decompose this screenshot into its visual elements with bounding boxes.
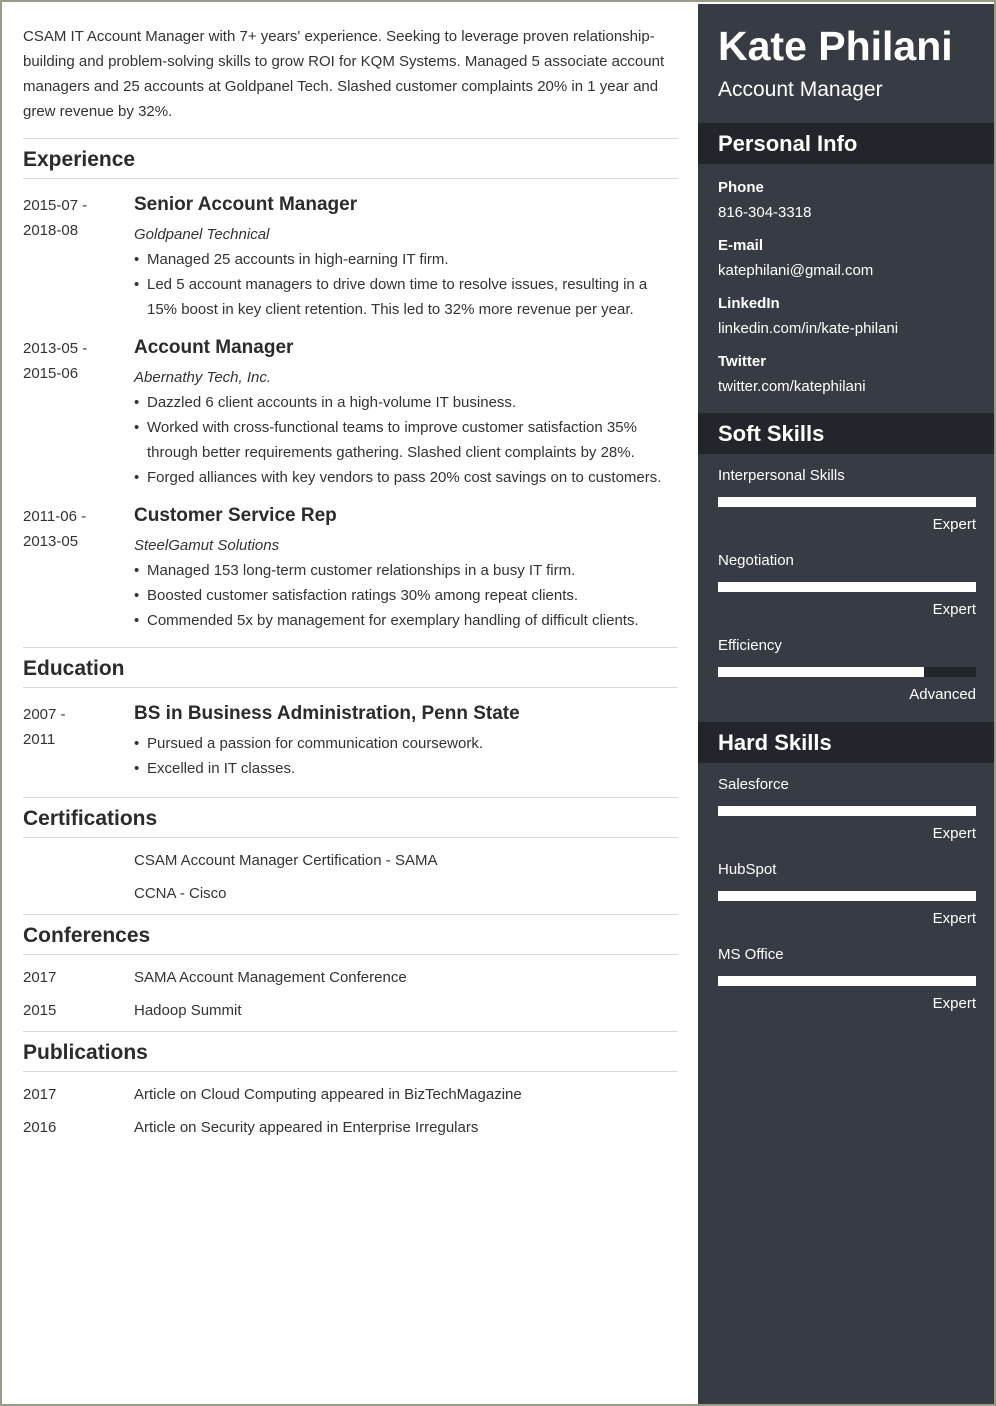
job-company: Goldpanel Technical <box>134 226 270 243</box>
skill-bar-fill <box>718 582 976 592</box>
conference-name: Hadoop Summit <box>134 1002 242 1019</box>
job-bullet: • Led 5 account managers to drive down time to resolve issues, resulting in a 15% boost in key client retention. This led to 32% more revenue per year. <box>134 272 678 322</box>
job-body <box>134 193 678 322</box>
conference-item <box>23 965 678 990</box>
linkedin-label: LinkedIn <box>718 295 780 312</box>
conferences-heading: Conferences <box>23 915 678 955</box>
job-bullets <box>134 558 678 633</box>
job-bullet: • Managed 153 long-term customer relationships in a busy IT firm. <box>134 558 678 583</box>
job-date-end: 2015-06 <box>23 365 79 382</box>
skill-bar-fill <box>718 667 924 677</box>
job-company: Abernathy Tech, Inc. <box>134 369 272 386</box>
education-bullets <box>134 731 678 781</box>
skill-name: Negotiation <box>718 552 794 569</box>
skill-level: Expert <box>932 516 976 533</box>
publication-item <box>23 1115 678 1140</box>
phone-value: 816-304-3318 <box>718 204 812 221</box>
job-date-end: 2013-05 <box>23 533 79 550</box>
skill-bar <box>718 667 976 677</box>
job-bullets <box>134 247 678 322</box>
experience-section <box>23 138 678 633</box>
twitter-label: Twitter <box>718 353 767 370</box>
job-date-start: 2013-05 - <box>23 340 88 357</box>
candidate-name: Kate Philani <box>718 23 953 69</box>
personal-info <box>698 164 996 413</box>
skill-name: Interpersonal Skills <box>718 467 845 484</box>
job-body <box>134 504 678 633</box>
skill-bar-fill <box>718 806 976 816</box>
education-degree: BS in Business Administration, Penn State <box>134 703 520 724</box>
job-title: Account Manager <box>134 337 294 358</box>
skill-name: Efficiency <box>718 637 782 654</box>
publication-item <box>23 1082 678 1107</box>
education-date-start: 2007 - <box>23 706 66 723</box>
job-entry <box>23 504 678 633</box>
skill-bar <box>718 582 976 592</box>
skill-bar <box>718 497 976 507</box>
skill-bar-fill <box>718 976 976 986</box>
job-title: Senior Account Manager <box>134 194 358 215</box>
conference-item <box>23 998 678 1023</box>
job-body <box>134 336 678 490</box>
sidebar <box>698 4 996 1406</box>
skill-item <box>718 943 976 1015</box>
publication-year: 2017 <box>23 1086 57 1103</box>
conferences-section <box>23 914 678 1023</box>
skill-bar <box>718 891 976 901</box>
job-bullets <box>134 390 678 490</box>
publication-title: Article on Cloud Computing appeared in BizTechMagazine <box>134 1086 522 1103</box>
education-bullet: • Excelled in IT classes. <box>134 756 678 781</box>
conference-year: 2015 <box>23 1002 57 1019</box>
publication-title: Article on Security appeared in Enterprise Irregulars <box>134 1119 479 1136</box>
linkedin-value: linkedin.com/in/kate-philani <box>718 320 899 337</box>
skill-name: Salesforce <box>718 776 789 793</box>
job-bullet: • Forged alliances with key vendors to pass 20% cost savings on to customers. <box>134 465 678 490</box>
soft-skills <box>698 454 996 722</box>
email-value: katephilani@gmail.com <box>718 262 874 279</box>
skill-level: Expert <box>932 910 976 927</box>
hard-skills-heading: Hard Skills <box>698 722 996 763</box>
education-dates <box>23 702 134 781</box>
skill-level: Expert <box>932 825 976 842</box>
job-bullet: • Managed 25 accounts in high-earning IT firm. <box>134 247 678 272</box>
certification-item: CSAM Account Manager Certification - SAMA <box>134 852 438 869</box>
job-title: Customer Service Rep <box>134 505 337 526</box>
certifications-section <box>23 797 678 906</box>
education-section <box>23 647 678 781</box>
skill-bar <box>718 976 976 986</box>
skill-level: Expert <box>932 601 976 618</box>
email-label: E-mail <box>718 237 764 254</box>
candidate-role: Account Manager <box>718 78 883 101</box>
skill-level: Advanced <box>909 686 976 703</box>
personal-info-heading: Personal Info <box>698 123 996 164</box>
publications-section <box>23 1031 678 1140</box>
certifications-list <box>23 838 678 906</box>
skill-item <box>718 773 976 845</box>
job-bullet: • Dazzled 6 client accounts in a high-volume IT business. <box>134 390 678 415</box>
skill-item <box>718 858 976 930</box>
skill-item <box>718 549 976 621</box>
skill-name: HubSpot <box>718 861 777 878</box>
skill-bar <box>718 806 976 816</box>
education-heading: Education <box>23 648 678 688</box>
publication-year: 2016 <box>23 1119 57 1136</box>
job-date-start: 2011-06 - <box>23 508 87 525</box>
job-entry <box>23 193 678 322</box>
job-bullet: • Commended 5x by management for exemplary handling of difficult clients. <box>134 608 678 633</box>
job-bullet: • Worked with cross-functional teams to improve customer satisfaction 35% through better requirements gathering. Slashed client complaints by 28%. <box>134 415 678 465</box>
publications-heading: Publications <box>23 1032 678 1072</box>
education-date-end: 2011 <box>23 731 56 748</box>
job-company: SteelGamut Solutions <box>134 537 280 554</box>
conference-year: 2017 <box>23 969 57 986</box>
job-dates <box>23 504 134 633</box>
job-date-end: 2018-08 <box>23 222 79 239</box>
phone-label: Phone <box>718 179 764 196</box>
education-body <box>134 702 678 781</box>
skill-name: MS Office <box>718 946 784 963</box>
hard-skills <box>698 763 996 1044</box>
job-dates <box>23 193 134 322</box>
skill-bar-fill <box>718 497 976 507</box>
skill-item <box>718 634 976 706</box>
certifications-heading: Certifications <box>23 798 678 838</box>
education-bullet: • Pursued a passion for communication coursework. <box>134 731 678 756</box>
experience-heading: Experience <box>23 139 678 179</box>
job-dates <box>23 336 134 490</box>
job-date-start: 2015-07 - <box>23 197 88 214</box>
conferences-list <box>23 955 678 1023</box>
education-entry <box>23 702 678 781</box>
soft-skills-heading: Soft Skills <box>698 413 996 454</box>
job-bullet: • Boosted customer satisfaction ratings 30% among repeat clients. <box>134 583 678 608</box>
skill-item <box>718 464 976 536</box>
conference-name: SAMA Account Management Conference <box>134 969 407 986</box>
twitter-value: twitter.com/katephilani <box>718 378 866 395</box>
job-entry <box>23 336 678 490</box>
main-column <box>23 24 678 1148</box>
skill-bar-fill <box>718 891 976 901</box>
skill-level: Expert <box>932 995 976 1012</box>
publications-list <box>23 1072 678 1140</box>
certification-item: CCNA - Cisco <box>134 885 227 902</box>
summary: CSAM IT Account Manager with 7+ years' experience. Seeking to leverage proven relationship-building and problem-solving skills to grow ROI for KQM Systems. Managed 5 associate account managers and 25 accounts at Goldpanel Tech. Slashed customer complaints 20% in 1 year and grew revenue by 32%. <box>23 28 665 120</box>
